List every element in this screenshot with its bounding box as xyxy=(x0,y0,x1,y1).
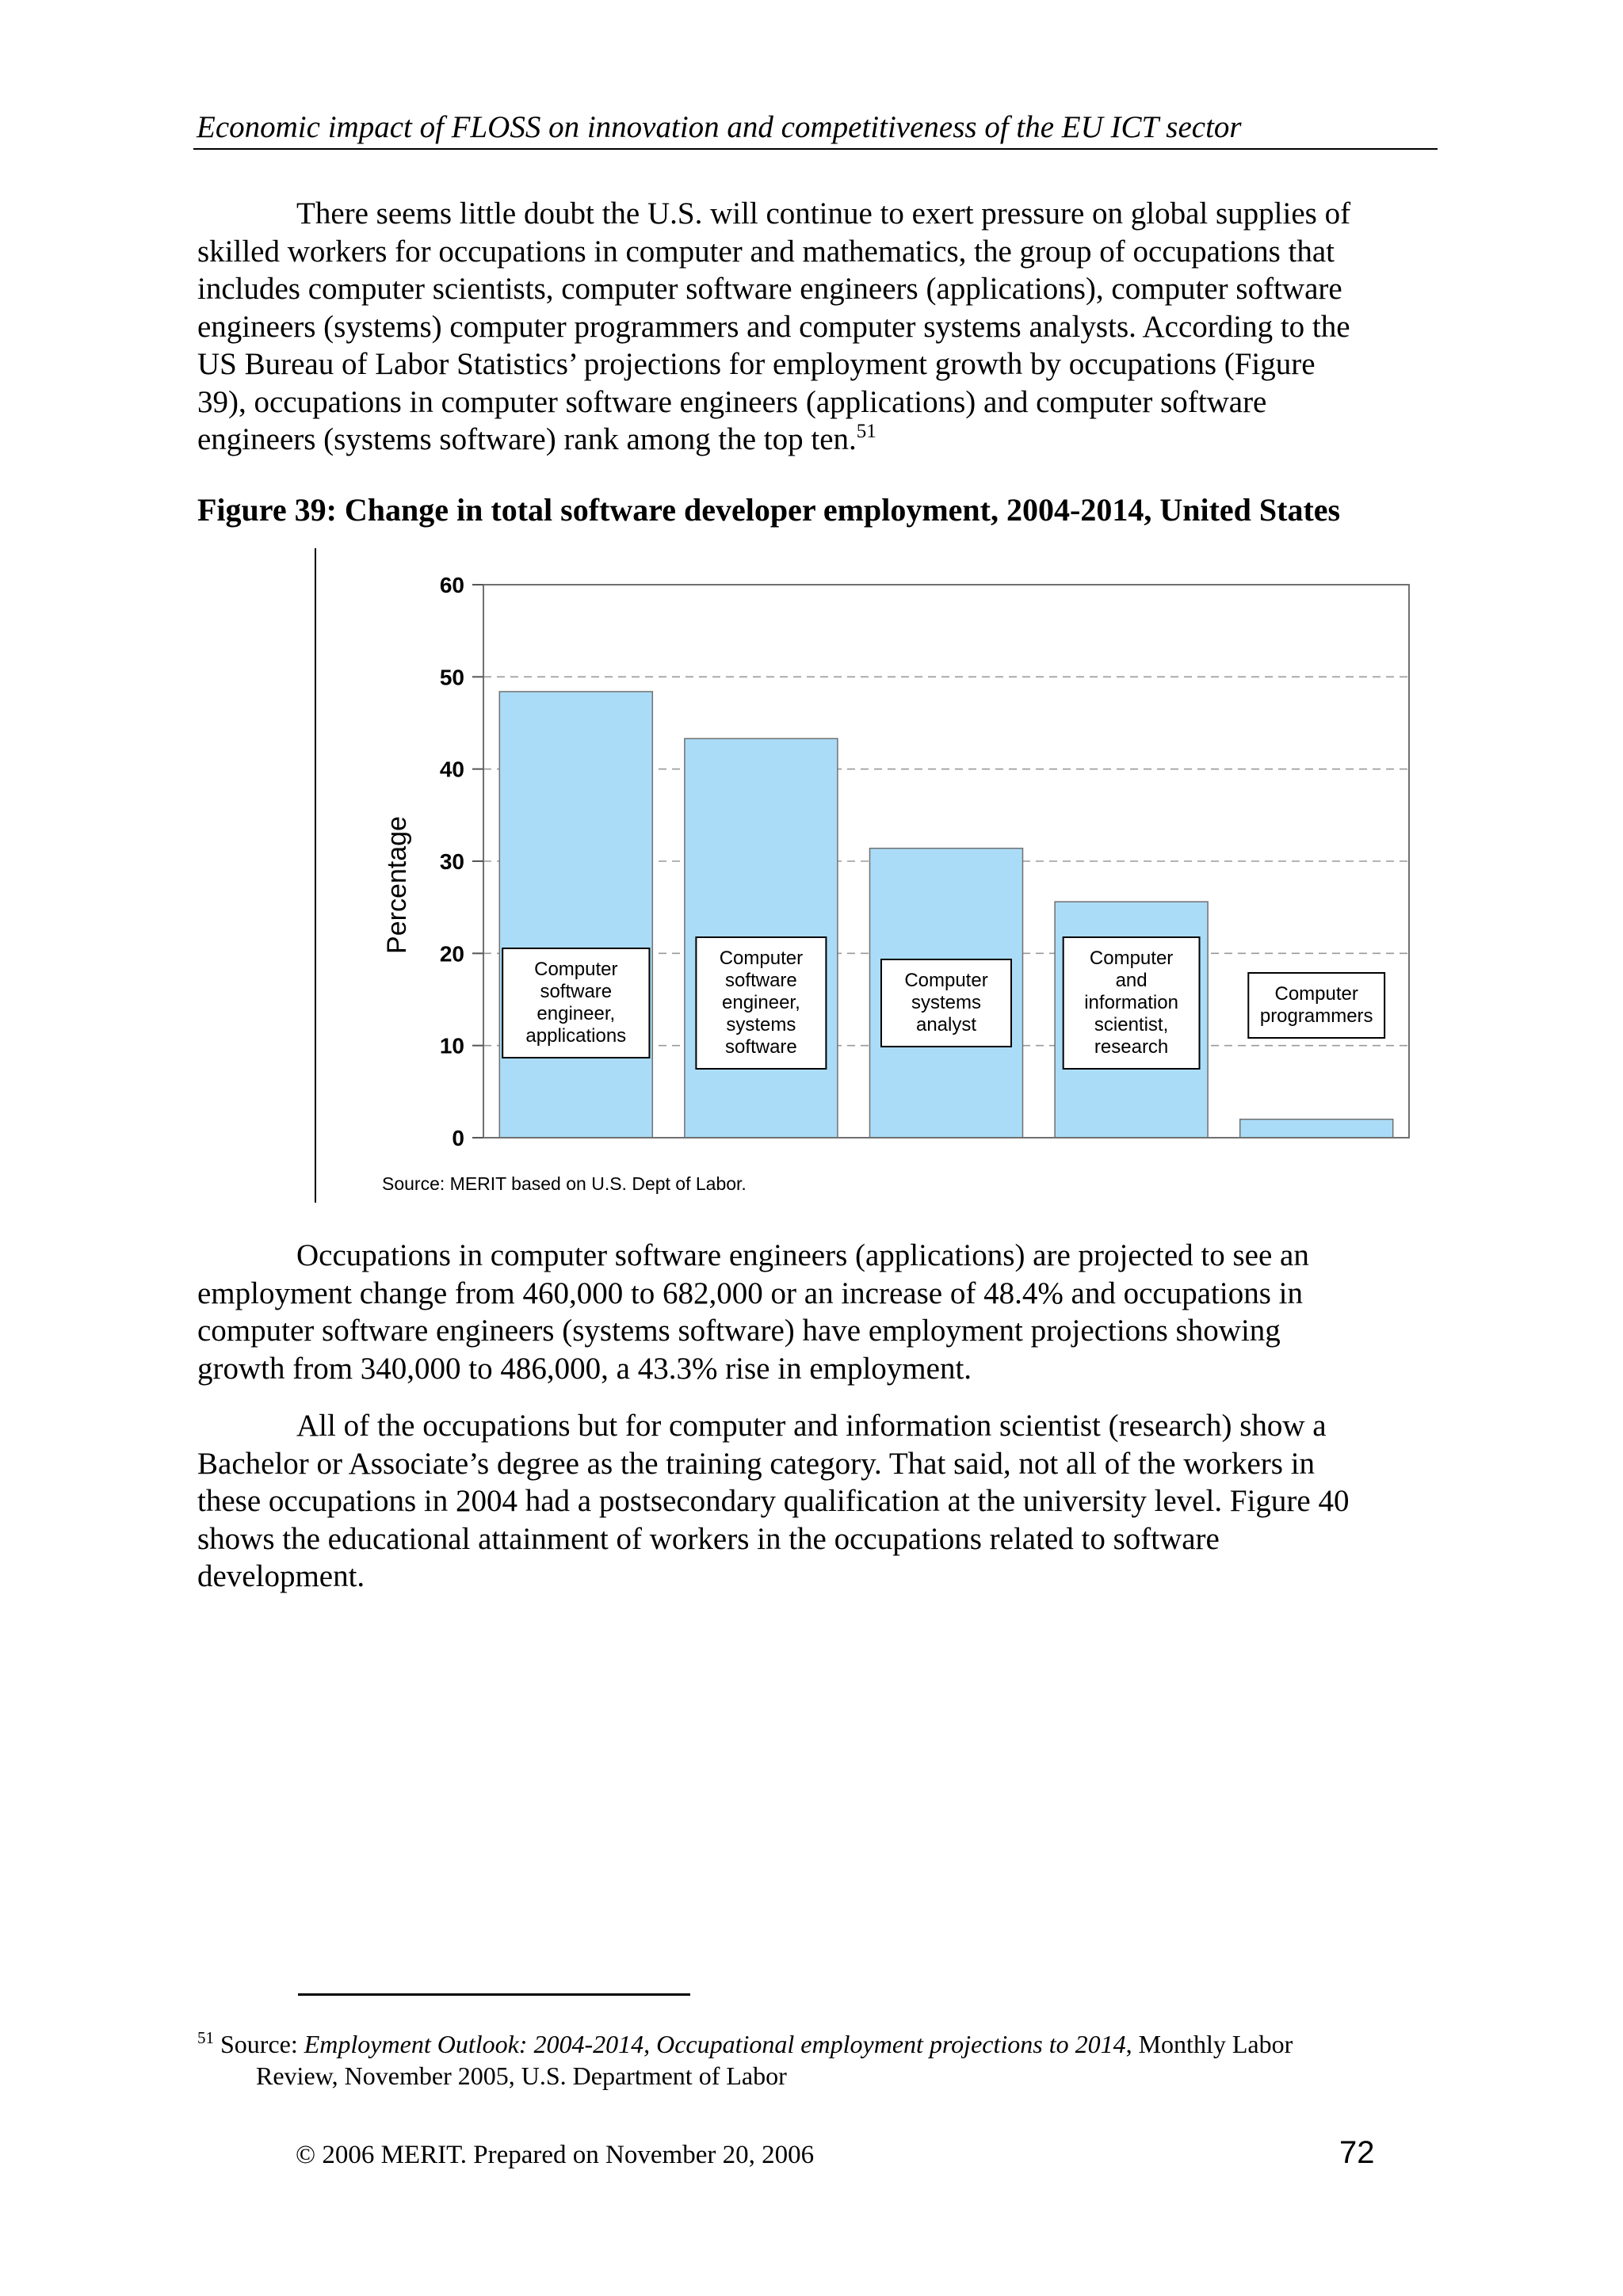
bar-label-line: engineer, xyxy=(537,1003,616,1024)
bar-label-line: Computer xyxy=(534,959,618,980)
bar-label-line: analyst xyxy=(915,1014,977,1035)
paragraph-line xyxy=(197,421,1434,459)
y-tick-label: 50 xyxy=(439,665,464,690)
paragraph-line: employment change from 460,000 to 682,000 or an increase of 48.4% and occupations in xyxy=(197,1276,1303,1310)
y-tick-label: 40 xyxy=(439,757,464,782)
bar-label-line: scientist, xyxy=(1094,1014,1169,1035)
figure-source: Source: MERIT based on U.S. Dept of Labor. xyxy=(382,1173,747,1194)
footnote-title: Employment Outlook: 2004-2014, Occupational employment projections to 2014 xyxy=(304,2030,1126,2058)
paragraph-line: All of the occupations but for computer and information scientist (research) show a xyxy=(296,1409,1327,1443)
paragraph-line: these occupations in 2004 had a postsecondary qualification at the university level. Figure 40 xyxy=(197,1484,1350,1518)
bar-label-line: Computer xyxy=(904,970,988,991)
y-axis-ticks xyxy=(440,573,483,1150)
bar xyxy=(1240,1119,1393,1138)
bar-label-line: systems xyxy=(726,1014,796,1035)
bar-label-line: software xyxy=(725,1036,797,1058)
footnote-line xyxy=(197,2028,1442,2060)
footer-copyright: © 2006 MERIT. Prepared on November 20, 2006 xyxy=(296,2141,815,2169)
bar-label-line: research xyxy=(1094,1036,1169,1058)
y-tick-label: 10 xyxy=(439,1033,464,1058)
paragraph-intro xyxy=(197,195,1434,459)
bar-label-line: information xyxy=(1084,992,1178,1013)
figure-caption: Figure 39: Change in total software developer employment, 2004-2014, United States xyxy=(197,492,1341,528)
paragraph-line: skilled workers for occupations in computer and mathematics, the group of occupations that xyxy=(197,234,1335,269)
bar-label-line: Computer xyxy=(1089,948,1174,969)
y-axis-label: Percentage xyxy=(382,816,412,954)
bar-label-line: Computer xyxy=(1274,983,1358,1005)
paragraph-projections xyxy=(197,1237,1434,1387)
bar-label-line: engineer, xyxy=(722,992,800,1013)
footnote-reference[interactable]: 51 xyxy=(856,421,876,442)
bar-label-line: programmers xyxy=(1259,1005,1373,1027)
running-header: Economic impact of FLOSS on innovation and competitiveness of the EU ICT sector xyxy=(197,110,1242,144)
figure-39-chart xyxy=(309,547,1419,1204)
paragraph-line: development. xyxy=(197,1559,365,1593)
page-number: 72 xyxy=(1339,2135,1375,2170)
paragraph-line: 39), occupations in computer software engineers (applications) and computer software xyxy=(197,384,1267,419)
paragraph-line: There seems little doubt the U.S. will continue to exert pressure on global supplies of xyxy=(296,196,1351,231)
paragraph-line-text: engineers (systems software) rank among the top ten. xyxy=(197,422,857,456)
y-tick-label: 30 xyxy=(439,849,464,874)
footnote-51 xyxy=(197,2028,1442,2092)
bar-label-line: systems xyxy=(911,992,982,1013)
footnote-prefix: Source: xyxy=(220,2030,304,2058)
bars xyxy=(499,692,1392,1138)
y-tick-label: 20 xyxy=(439,941,464,967)
paragraph-line: includes computer scientists, computer software engineers (applications), computer software xyxy=(197,272,1342,306)
paragraph-line: computer software engineers (systems software) have employment projections showing xyxy=(197,1314,1281,1348)
footnote-separator xyxy=(298,1993,690,1996)
bar-label-line: software xyxy=(725,970,797,991)
header-rule xyxy=(193,148,1438,150)
footnote-mark: 51 xyxy=(197,2028,214,2047)
bar-chart xyxy=(309,547,1419,1204)
paragraph-education xyxy=(197,1407,1434,1596)
paragraph-line: growth from 340,000 to 486,000, a 43.3% rise in employment. xyxy=(197,1351,972,1386)
bar-label-line: applications xyxy=(525,1025,627,1047)
bar xyxy=(499,692,652,1138)
paragraph-line: shows the educational attainment of workers in the occupations related to software xyxy=(197,1521,1220,1556)
paragraph-line: engineers (systems) computer programmers and computer systems analysts. According to the xyxy=(197,309,1350,344)
y-tick-label: 60 xyxy=(439,573,464,597)
footnote-suffix: , Monthly Labor xyxy=(1125,2030,1293,2058)
y-tick-label: 0 xyxy=(452,1126,464,1150)
bar-label-line: Computer xyxy=(719,948,804,969)
paragraph-line: US Bureau of Labor Statistics’ projections for employment growth by occupations (Figure xyxy=(197,347,1316,381)
footnote-line: Review, November 2005, U.S. Department of Labor xyxy=(256,2061,787,2090)
paragraph-line: Bachelor or Associate’s degree as the training category. That said, not all of the workers in xyxy=(197,1446,1316,1481)
paragraph-line: Occupations in computer software engineers (applications) are projected to see an xyxy=(296,1238,1309,1272)
bar-label-line: and xyxy=(1115,970,1148,991)
bar-label-line: software xyxy=(540,981,613,1002)
